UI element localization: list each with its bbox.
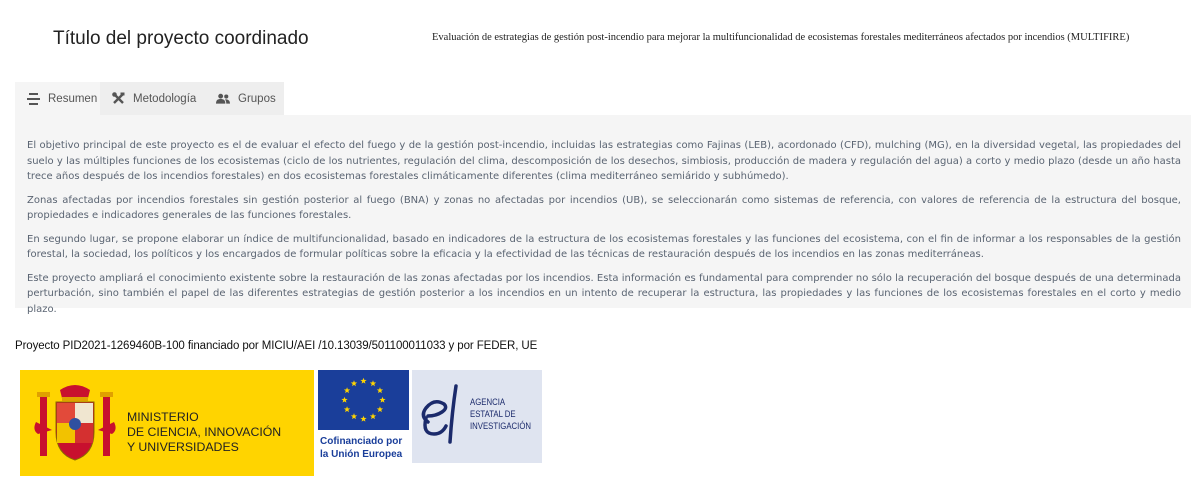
tab-bar <box>15 82 284 115</box>
summary-paragraph: En segundo lugar, se propone elaborar un índice de multifuncionalidad, basado en indicadores de la estructura de los ecosistemas forestales y las funciones del ecosistema, con el fin de informar a los responsables de la gestión forestal, la sociedad, los políticos y los encargados de formular políticas sobre la eficacia y la efectividad de las técnicas de restauración después de los incendios en las zonas mediterráneas. <box>27 233 1181 260</box>
users-icon <box>216 92 230 106</box>
tab-grupos[interactable] <box>204 82 284 115</box>
summary-panel <box>15 115 1191 315</box>
ministry-name: MINISTERIO DE CIENCIA, INNOVACIÓN Y UNIVERSIDADES <box>127 410 282 454</box>
eu-star-icon <box>344 406 350 412</box>
project-header <box>0 0 1200 82</box>
eu-star-icon <box>351 413 357 419</box>
project-title-value: Evaluación de estrategias de gestión post-incendio para mejorar la multifuncionalidad de ecosistemas forestales mediterráneos afectados por incendios (MULTIFIRE) <box>432 32 1130 43</box>
eu-logo <box>318 370 409 463</box>
eu-stars-icon <box>318 370 409 430</box>
tab-resumen[interactable] <box>15 82 100 115</box>
eu-star-icon <box>351 380 357 386</box>
tab-metodologia-label: Metodología <box>133 92 197 105</box>
tab-resumen-label: Resumen <box>48 92 98 105</box>
tab-metodologia[interactable] <box>100 82 204 115</box>
project-title-label: Título del proyecto coordinado <box>53 28 309 49</box>
eu-star-icon <box>377 406 383 412</box>
eu-star-icon <box>370 380 376 386</box>
eu-star-icon <box>360 378 366 384</box>
eu-star-icon <box>379 397 385 403</box>
eu-star-icon <box>370 413 376 419</box>
coat-of-arms-icon <box>32 382 118 466</box>
tools-icon <box>112 92 125 106</box>
funding-statement: Proyecto PID2021-1269460B-100 financiado por MICIU/AEI /10.13039/501100011033 y por FEDER, UE <box>15 340 538 352</box>
aei-name: AGENCIA ESTATAL DE INVESTIGACIÓN <box>470 397 532 432</box>
eu-star-icon <box>377 387 383 393</box>
eu-star-icon <box>360 416 366 422</box>
eu-caption-line2: la Unión Europea <box>320 449 403 460</box>
list-icon <box>27 92 40 106</box>
eu-flag <box>318 370 409 430</box>
summary-paragraph: Zonas afectadas por incendios forestales sin gestión posterior al fuego (BNA) y zonas no afectadas por incendios (UB), se seleccionarán como sistemas de referencia, con valores de referencia de la estructura del bosque, propiedades e indicadores generales de las funciones forestales. <box>27 194 1181 221</box>
summary-paragraph: El objetivo principal de este proyecto es el de evaluar el efecto del fuego y de la gestión post-incendio, incluidas las estrategias como Fajinas (LEB), acordonado (CFD), mulching (MG), en la diversidad vegetal, las propiedades del suelo y las múltiples funciones de los ecosistemas (ciclo de los nutrientes, regulación del clima, descomposición de los desechos, simbiosis, producción de madera y regulación del agua) a corto y medio plazo (desde un año hasta trece años después de los incendios forestales) en dos ecosistemas forestales climáticamente diferentes (clima mediterráneo semiárido y subhúmedo). <box>27 140 1181 182</box>
eu-star-icon <box>341 397 347 403</box>
summary-paragraph: Este proyecto ampliará el conocimiento existente sobre la restauración de las zonas afectadas por los incendios. Esta información es fundamental para comprender no sólo la recuperación del bosque después de una determinada perturbación, sino también el papel de las diferentes estrategias de gestión posterior a los incendios en un intento de recuperar la estructura, las propiedades y las funciones de los ecosistemas forestales en el corto y medio plazo. <box>27 272 1181 315</box>
tab-grupos-label: Grupos <box>238 92 276 105</box>
eu-caption-line1: Cofinanciado por <box>320 436 403 447</box>
ministry-logo <box>20 370 314 476</box>
aei-logo <box>412 370 542 463</box>
aei-mark-icon <box>418 382 466 452</box>
eu-star-icon <box>344 387 350 393</box>
